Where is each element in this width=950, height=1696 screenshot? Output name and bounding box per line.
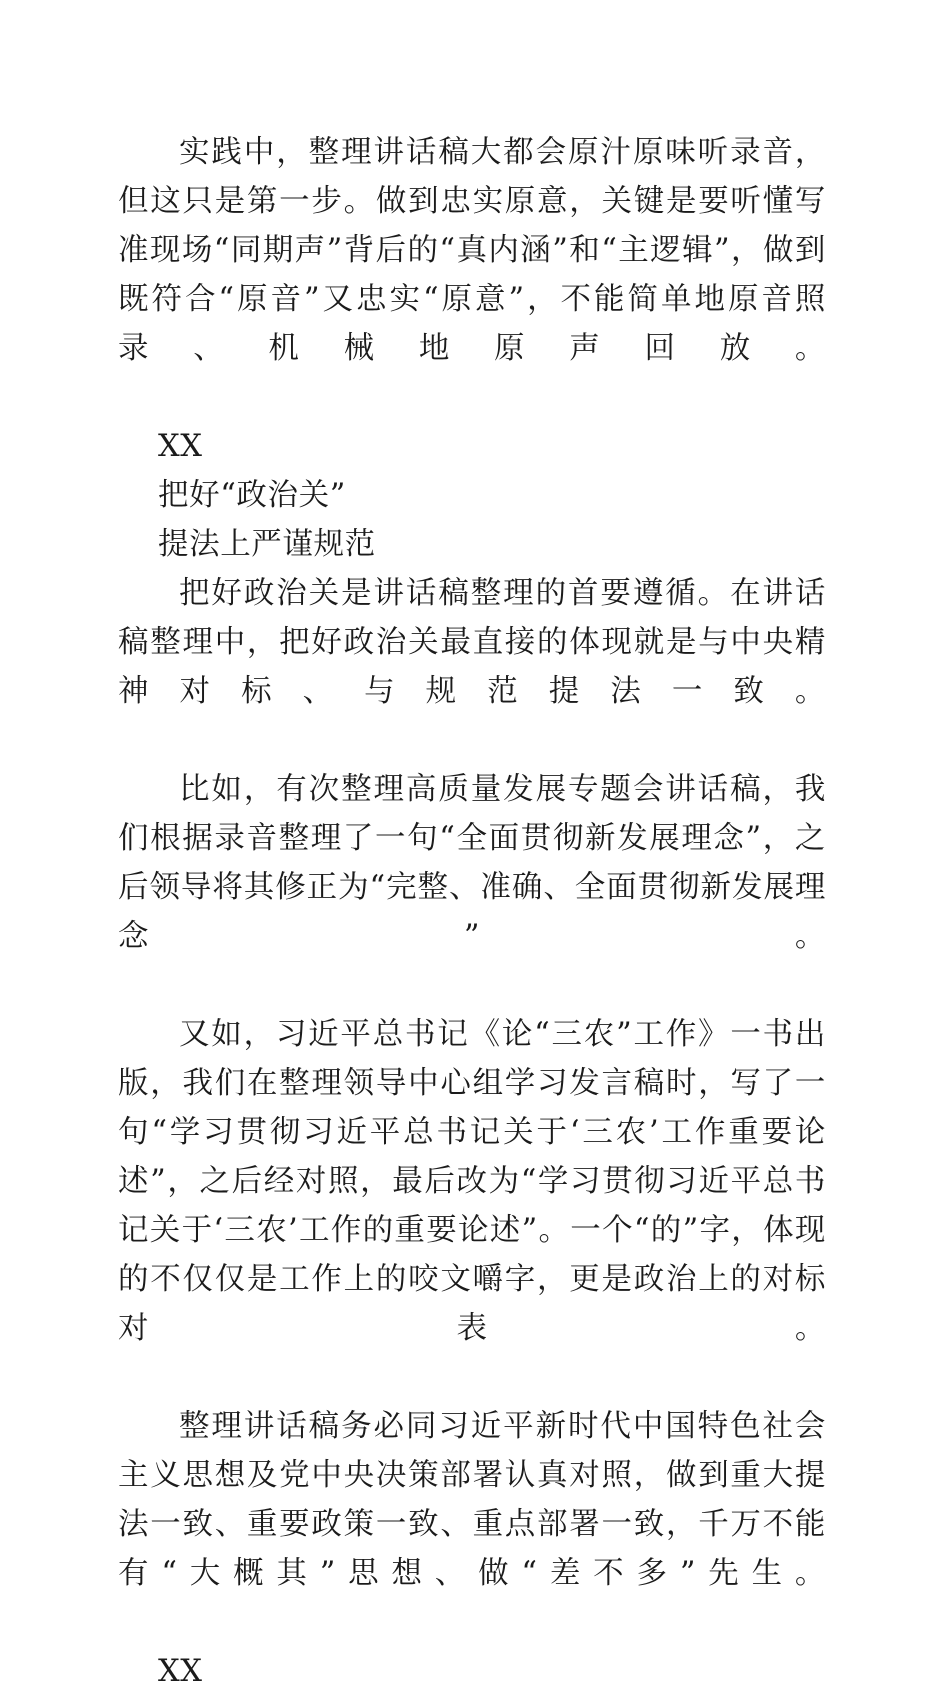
paragraph-example-sannong-work: 又如，习近平总书记《论“三农”工作》一书出版，我们在整理领导中心组学习发言稿时，写了一句“学习贯彻习近平总书记关于‘三农’工作重要论述”，之后经对照，最后改为“学习贯彻习近平总书记关于‘三农’工作的重要论述”。一个“的”字，体现的不仅仅是工作上的咬文嚼字，更是政治上的对标对表。: [118, 1017, 826, 1346]
paragraph-political-check-principle: 把好政治关是讲话稿整理的首要遵循。在讲话稿整理中，把好政治关最直接的体现就是与中央精神对标、与规范提法一致。: [118, 576, 826, 709]
paragraph-example-development-concept: 比如，有次整理高质量发展专题会讲话稿，我们根据录音整理了一句“全面贯彻新发展理念”，之后领导将其修正为“完整、准确、全面贯彻新发展理念”。: [118, 772, 826, 954]
placeholder-marker-xx-bottom: XX: [158, 1654, 203, 1689]
document-text-body: [118, 128, 826, 1696]
paragraph-alignment-requirement: 整理讲话稿务必同习近平新时代中国特色社会主义思想及党中央决策部署认真对照，做到重大提法一致、重要政策一致、重点部署一致，千万不能有“大概其”思想、做“差不多”先生。: [118, 1409, 826, 1591]
paragraph-practice-recording: 实践中，整理讲话稿大都会原汁原味听录音，但这只是第一步。做到忠实原意，关键是要听懂写准现场“同期声”背后的“真内涵”和“主逻辑”，做到既符合“原音”又忠实“原意”，不能简单地原音照录、机械地原声回放。: [118, 135, 826, 366]
section-heading-political-check: 把好“政治关”: [158, 478, 346, 513]
placeholder-marker-xx-top: XX: [158, 429, 203, 464]
section-subheading-rigorous-wording: 提法上严谨规范: [158, 527, 376, 562]
